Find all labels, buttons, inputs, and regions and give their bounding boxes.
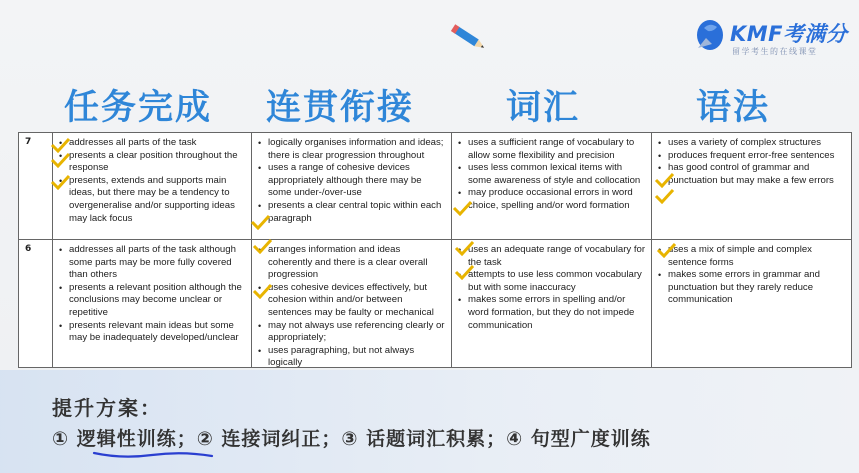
descriptor-item: • logically organises information and ideas; there is clear progression throughout xyxy=(257,137,447,162)
descriptor-item: • uses a sufficient range of vocabulary to allow some flexibility and precision xyxy=(457,137,647,162)
descriptor-list xyxy=(58,137,247,225)
table-row-band-7 xyxy=(19,133,852,240)
descriptor-list xyxy=(257,244,447,368)
band-number-cell xyxy=(19,240,52,368)
descriptor-item: • produces frequent error-free sentences xyxy=(657,150,849,163)
cell-task-band-6 xyxy=(52,240,251,368)
cell-vocabulary-band-6 xyxy=(451,240,651,368)
descriptor-item: • presents, extends and supports main ideas, but there may be a tendency to overgeneralise and/or supporting ideas may lack focus xyxy=(58,175,247,225)
descriptor-item: • uses an adequate range of vocabulary for the task xyxy=(457,244,647,269)
handwritten-underline xyxy=(92,448,214,460)
kmf-logo-icon xyxy=(690,18,726,54)
descriptor-item: • uses a variety of complex structures xyxy=(657,137,849,150)
descriptor-list xyxy=(457,137,647,213)
descriptor-item: • presents a relevant position although the conclusions may become unclear or repetitive xyxy=(58,282,247,320)
descriptor-item: • presents a clear position throughout the response xyxy=(58,150,247,175)
pencil-icon xyxy=(448,22,490,54)
descriptor-item: • has good control of grammar and punctuation but may make a few errors xyxy=(657,162,849,187)
descriptor-item: • presents a clear central topic within each paragraph xyxy=(257,200,447,225)
cell-grammar-band-7 xyxy=(651,133,852,239)
logo-subtitle: 留学考生的在线课堂 xyxy=(732,47,818,56)
plan-items: ① 逻辑性训练；② 连接词纠正；③ 话题词汇积累；④ 句型广度训练 xyxy=(52,428,651,450)
logo-name: KMF考满分 xyxy=(730,22,848,46)
descriptor-item: • addresses all parts of the task although some parts may be more fully covered than others xyxy=(58,244,247,282)
kmf-logo xyxy=(690,16,850,60)
header-title-task: 任务完成 xyxy=(64,88,213,128)
descriptor-list xyxy=(257,137,447,225)
descriptor-list xyxy=(58,244,247,345)
descriptor-item: • makes some errors in spelling and/or word formation, but they do not impede communication xyxy=(457,294,647,332)
band-number: 6 xyxy=(25,244,32,254)
descriptor-list xyxy=(457,244,647,332)
descriptor-item: • uses paragraphing, but not always logically xyxy=(257,345,447,368)
descriptor-item: • arranges information and ideas coherently and there is a clear overall progression xyxy=(257,244,447,282)
table-row-band-6 xyxy=(19,240,852,368)
descriptor-item: • attempts to use less common vocabulary but with some inaccuracy xyxy=(457,269,647,294)
cell-coherence-band-6 xyxy=(251,240,451,368)
descriptor-item: • uses a range of cohesive devices appropriately although there may be some under-/over-use xyxy=(257,162,447,200)
band-number: 7 xyxy=(25,137,32,147)
descriptor-item: • presents relevant main ideas but some may be inadequately developed/unclear xyxy=(58,320,247,345)
cell-coherence-band-7 xyxy=(251,133,451,239)
descriptor-item: • may not always use referencing clearly or appropriately; xyxy=(257,320,447,345)
descriptor-list xyxy=(657,137,849,187)
descriptor-item: • uses less common lexical items with some awareness of style and collocation xyxy=(457,162,647,187)
plan-title: 提升方案： xyxy=(52,396,162,420)
header-title-grammar: 语法 xyxy=(696,88,771,128)
descriptor-item: • addresses all parts of the task xyxy=(58,137,247,150)
cell-grammar-band-6 xyxy=(651,240,852,368)
descriptor-item: • uses cohesive devices effectively, but cohesion within and/or between sentences may be faulty or mechanical xyxy=(257,282,447,320)
descriptor-list xyxy=(657,244,849,307)
descriptor-item: • may produce occasional errors in word choice, spelling and/or word formation xyxy=(457,187,647,212)
cell-vocabulary-band-7 xyxy=(451,133,651,239)
cell-task-band-7 xyxy=(52,133,251,239)
band-number-cell xyxy=(19,133,52,239)
header-title-vocabulary: 词汇 xyxy=(506,88,581,128)
band-descriptor-table xyxy=(18,132,852,368)
header-title-coherence: 连贯衔接 xyxy=(266,88,415,128)
descriptor-item: • uses a mix of simple and complex sentence forms xyxy=(657,244,849,269)
descriptor-item: • makes some errors in grammar and punctuation but they rarely reduce communication xyxy=(657,269,849,307)
